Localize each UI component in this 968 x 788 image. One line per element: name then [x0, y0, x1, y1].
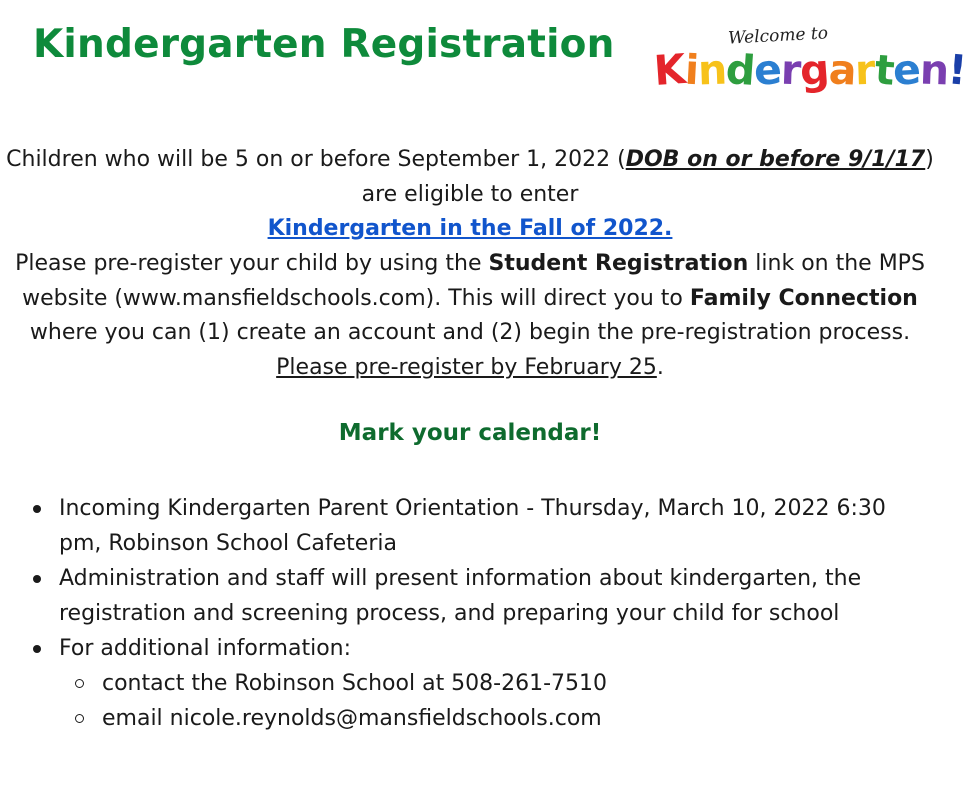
preregister-text-2: link on the MPS website (www.mansfieldschools.com). This will direct you to	[22, 251, 925, 311]
bullet-circle-icon	[75, 679, 84, 688]
bullet-circle-icon	[75, 714, 84, 723]
logo-letter: a	[827, 45, 857, 95]
event-bullet-list	[33, 491, 933, 736]
bullet-dot-icon	[33, 505, 41, 513]
logo-letter: r	[780, 45, 802, 95]
logo-letter: e	[892, 45, 922, 95]
preregister-end: .	[656, 354, 664, 380]
logo-letter: r	[854, 45, 876, 95]
bullet-dot-icon	[33, 645, 41, 653]
logo-letter: n	[919, 45, 950, 95]
logo-letter: !	[946, 45, 968, 95]
logo-letter: n	[697, 45, 727, 95]
eligibility-text-2: ) are eligible to enter	[361, 147, 934, 207]
logo-letter: d	[724, 45, 757, 95]
list-item	[33, 561, 933, 631]
contact-sub-list	[59, 666, 933, 736]
welcome-to-kindergarten-logo	[652, 23, 968, 104]
logo-welcome-text: Welcome to	[727, 23, 829, 49]
preregister-text-1: Please pre-register your child by using the	[15, 251, 489, 276]
logo-letter: e	[753, 45, 783, 95]
preregister-paragraph	[0, 247, 940, 385]
bullet-text: Incoming Kindergarten Parent Orientation - Thursday, March 10, 2022 6:30 pm, Robinson School Cafeteria	[59, 496, 886, 556]
calendar-heading: Mark your calendar!	[338, 420, 602, 446]
list-item	[33, 491, 933, 561]
dob-cutoff: DOB on or before 9/1/17	[625, 147, 926, 172]
bullet-text: Administration and staff will present information about kindergarten, the registration and screening process, and preparing your child for school	[59, 566, 862, 626]
bullet-text: For additional information:	[59, 636, 352, 661]
sub-bullet-text: email nicole.reynolds@mansfieldschools.com	[102, 706, 602, 731]
bullet-dot-icon	[33, 575, 41, 583]
eligibility-text-1: Children who will be 5 on or before September 1, 2022 (	[6, 147, 626, 172]
sub-list-item	[59, 701, 933, 736]
student-registration-label: Student Registration	[488, 251, 749, 276]
eligibility-paragraph	[0, 143, 940, 247]
preregister-text-3: where you can (1) create an account and (2) begin the pre-registration process.	[29, 320, 911, 345]
logo-kindergarten-word	[654, 46, 966, 94]
logo-letter: K	[652, 44, 687, 96]
sub-bullet-text: contact the Robinson School at 508-261-7510	[102, 671, 608, 696]
preregister-deadline: Please pre-register by February 25	[276, 354, 657, 380]
kindergarten-fall-link[interactable]: Kindergarten in the Fall of 2022.	[267, 216, 673, 241]
list-item	[33, 631, 933, 736]
sub-list-item	[59, 666, 933, 701]
family-connection-label: Family Connection	[689, 285, 918, 311]
logo-letter: t	[873, 45, 895, 95]
page-title: Kindergarten Registration	[33, 22, 615, 67]
logo-letter: g	[798, 45, 831, 95]
logo-letter: i	[683, 45, 700, 95]
